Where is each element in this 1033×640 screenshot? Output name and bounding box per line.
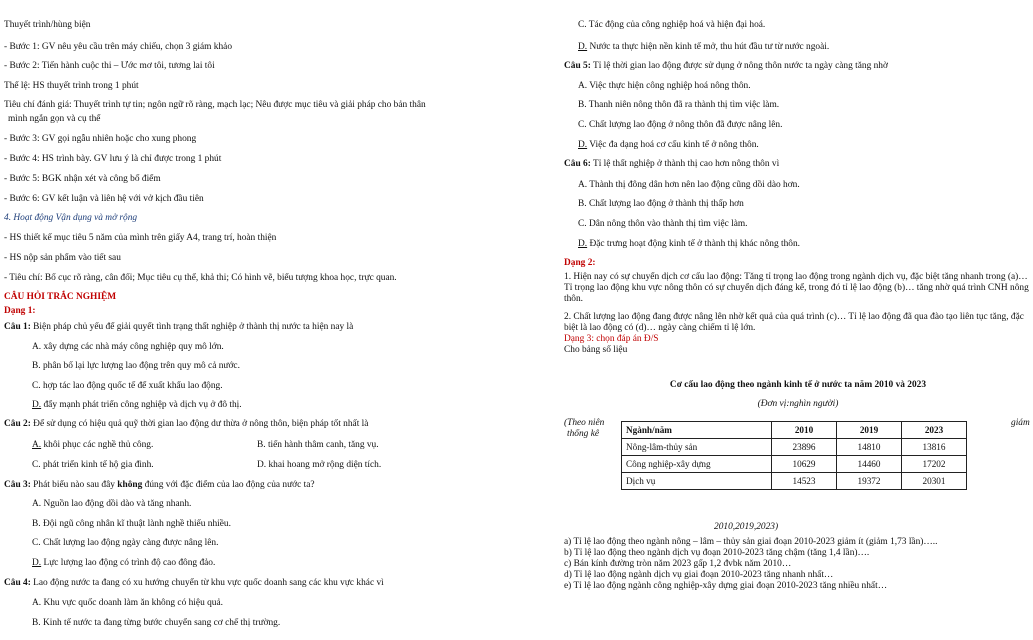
- doc-line: - Bước 6: GV kết luận và liên hệ với vở kịch đầu tiên: [4, 194, 204, 204]
- section-title: CÂU HỎI TRẮC NGHIỆM: [4, 292, 117, 302]
- statement: d) Tỉ lệ lao động ngành dịch vụ giai đoạn 2010-2023 tăng nhanh nhất…: [564, 570, 834, 580]
- header-cell: 2010: [772, 422, 837, 439]
- activity-heading: 4. Hoạt động Vận dụng và mở rộng: [4, 213, 138, 223]
- option-correct: A. khôi phục các nghề thủ công.: [32, 440, 154, 450]
- question-3: Câu 3: Phát biểu nào sau đây không đúng với đặc điểm của lao động của nước ta?: [4, 480, 315, 490]
- option-correct: D. đẩy mạnh phát triển công nghiệp và dịch vụ ở đô thị.: [32, 400, 242, 410]
- statement: b) Tỉ lệ lao động theo ngành dịch vụ đoạn 2010-2023 tăng chậm (tăng 1,4 lần)….: [564, 548, 870, 558]
- cell: 10629: [772, 456, 837, 473]
- row-label: Dịch vụ: [622, 473, 772, 490]
- table-row: [622, 439, 967, 456]
- type-3-line: Dạng 3: chọn đáp án Đ/S: [564, 334, 659, 344]
- statement: c) Bán kính đường tròn năm 2023 gấp 1,2 đvbk năm 2010…: [564, 559, 792, 569]
- option: C. hợp tác lao động quốc tế để xuất khẩu lao động.: [32, 381, 223, 391]
- doc-line: Thể lệ: HS thuyết trình trong 1 phút: [4, 81, 139, 91]
- doc-line: - Bước 4: HS trình bày. GV lưu ý là chỉ được trong 1 phút: [4, 154, 222, 164]
- source-note: giám: [1011, 418, 1030, 428]
- cell: 14460: [837, 456, 902, 473]
- doc-line: - Bước 3: GV gọi ngẫu nhiên hoặc cho xung phong: [4, 134, 197, 144]
- table-unit: (Đơn vị:nghìn người): [757, 399, 839, 409]
- statement: e) Tỉ lệ lao động ngành công nghiệp-xây dựng giai đoạn 2010-2023 tăng nhiều nhất…: [564, 581, 888, 591]
- option: C. Chất lượng lao động ở nông thôn đã được nâng lên.: [578, 120, 783, 130]
- doc-line: Thuyết trình/hùng biện: [4, 20, 91, 30]
- header-cell: 2019: [837, 422, 902, 439]
- doc-line: - Tiêu chí: Bố cục rõ ràng, cân đối; Mục tiêu cụ thể, khả thi; Có hình vẽ, biểu tượng khoa học, trực quan.: [4, 273, 397, 283]
- labor-table: [621, 421, 967, 490]
- option-correct: D. Lực lượng lao động có trình độ cao đông đảo.: [32, 558, 216, 568]
- option: A. Khu vực quốc doanh làm ăn không có hiệu quả.: [32, 598, 223, 608]
- question-1: Câu 1: Biện pháp chủ yếu để giải quyết tình trạng thất nghiệp ở thành thị nước ta hiện nay là: [4, 322, 354, 332]
- cell: 14523: [772, 473, 837, 490]
- source-note: thống kê: [567, 429, 600, 439]
- row-label: Nông-lâm-thủy sản: [622, 439, 772, 456]
- option: C. Dân nông thôn vào thành thị tìm việc làm.: [578, 219, 748, 229]
- doc-line: mình ngắn gọn và cụ thể: [8, 114, 101, 124]
- table-header-row: [622, 422, 967, 439]
- option: C. Chất lượng lao động ngày càng được nâng lên.: [32, 538, 219, 548]
- option-correct: D. Đặc trưng hoạt động kinh tế ở thành thị khác nông thôn.: [578, 239, 800, 249]
- option-correct: D. Nước ta thực hiện nền kinh tế mở, thu hút đầu tư từ nước ngoài.: [578, 42, 830, 52]
- option: B. Kinh tế nước ta đang từng bước chuyển sang cơ chế thị trường.: [32, 618, 281, 628]
- doc-line: Cho bảng số liệu: [564, 345, 628, 355]
- option: B. Chất lượng lao động ở thành thị thấp hơn: [578, 199, 744, 209]
- doc-line: - HS nộp sản phẩm vào tiết sau: [4, 253, 121, 263]
- doc-line: - Bước 5: BGK nhận xét và công bố điểm: [4, 174, 161, 184]
- option: A. Việc thực hiện công nghiệp hoá nông thôn.: [578, 81, 751, 91]
- cell: 14810: [837, 439, 902, 456]
- cell: 23896: [772, 439, 837, 456]
- option: C. phát triển kinh tế hộ gia đình.: [32, 460, 154, 470]
- option: C. Tác động của công nghiệp hoá và hiện đại hoá.: [578, 20, 766, 30]
- option: B. Đội ngũ công nhân kĩ thuật lành nghề thiếu nhiều.: [32, 519, 231, 529]
- cell: 20301: [902, 473, 967, 490]
- question-5: Câu 5: Tỉ lệ thời gian lao động được sử dụng ở nông thôn nước ta ngày càng tăng nhờ: [564, 61, 888, 71]
- source-note: (Theo niên: [564, 418, 605, 428]
- cell: 13816: [902, 439, 967, 456]
- question-4: Câu 4: Lao động nước ta đang có xu hướng chuyển từ khu vực quốc doanh sang các khu vực khác vì: [4, 578, 384, 588]
- table-title: Cơ cấu lao động theo ngành kinh tế ở nước ta năm 2010 và 2023: [669, 380, 927, 390]
- option: A. Nguồn lao động dồi dào và tăng nhanh.: [32, 499, 192, 509]
- option: A. Thành thị đông dân hơn nên lao động cũng dồi dào hơn.: [578, 180, 800, 190]
- cell: 17202: [902, 456, 967, 473]
- right-page: [514, 0, 1033, 640]
- question-2: Câu 2: Để sử dụng có hiệu quả quỹ thời gian lao động dư thừa ở nông thôn, biện pháp tốt nhất là: [4, 419, 369, 429]
- table-row: [622, 456, 967, 473]
- question-6: Câu 6: Tỉ lệ thất nghiệp ở thành thị cao hơn nông thôn vì: [564, 159, 780, 169]
- header-cell: 2023: [902, 422, 967, 439]
- statement: a) Tỉ lệ lao động theo ngành nông – lâm – thủy sản giai đoạn 2010-2023 giảm ít (giảm 1,73 lần)…..: [564, 537, 938, 547]
- doc-line: - HS thiết kế mục tiêu 5 năm của mình trên giấy A4, trang trí, hoàn thiện: [4, 233, 277, 243]
- cell: 19372: [837, 473, 902, 490]
- row-label: Công nghiệp-xây dựng: [622, 456, 772, 473]
- type-heading: Dạng 1:: [4, 306, 36, 316]
- option: B. Thanh niên nông thôn đã ra thành thị tìm việc làm.: [578, 100, 780, 110]
- doc-line: - Bước 1: GV nêu yêu cầu trên máy chiếu, chọn 3 giám khảo: [4, 42, 233, 52]
- fill-paragraph-2: 2. Chất lượng lao động đang được nâng lên nhờ kết quả của quá trình (c)… Tỉ lệ lao động đã qua đào tạo liên tục tăng, đặc biệt là lao động có (d)… ngày càng chiếm tỉ lệ lớn.: [564, 312, 1024, 333]
- left-page: [0, 0, 508, 640]
- doc-line: Tiêu chí đánh giá: Thuyết trình tự tin; ngôn ngữ rõ ràng, mạch lạc; Nêu được mục tiêu và giải pháp cho bản thân: [4, 100, 426, 110]
- option: B. phân bố lại lực lượng lao động trên quy mô cả nước.: [32, 361, 240, 371]
- header-cell: Ngành/năm: [622, 422, 772, 439]
- fill-paragraph-1: 1. Hiện nay có sự chuyển dịch cơ cấu lao động: Tăng tỉ trọng lao động trong ngành dịch vụ, đặc biệt tăng nhanh trong (a)… Tỉ trọng lao động khu vực nông thôn có sự chuyển dịch đáng kể, trong đó tỉ lệ lao động (b)… tăng nhờ quá trình CNH nông thôn.: [564, 272, 1029, 304]
- table-row: [622, 473, 967, 490]
- type-heading: Dạng 2:: [564, 258, 596, 268]
- option-correct: D. Việc đa dạng hoá cơ cấu kinh tế ở nông thôn.: [578, 140, 759, 150]
- option: D. khai hoang mở rộng diện tích.: [257, 460, 382, 470]
- doc-line: - Bước 2: Tiến hành cuộc thi – Ước mơ tôi, tương lai tôi: [4, 61, 215, 71]
- source-note: 2010,2019,2023): [714, 522, 779, 532]
- option: A. xây dựng các nhà máy công nghiệp quy mô lớn.: [32, 342, 224, 352]
- option: B. tiến hành thâm canh, tăng vụ.: [257, 440, 379, 450]
